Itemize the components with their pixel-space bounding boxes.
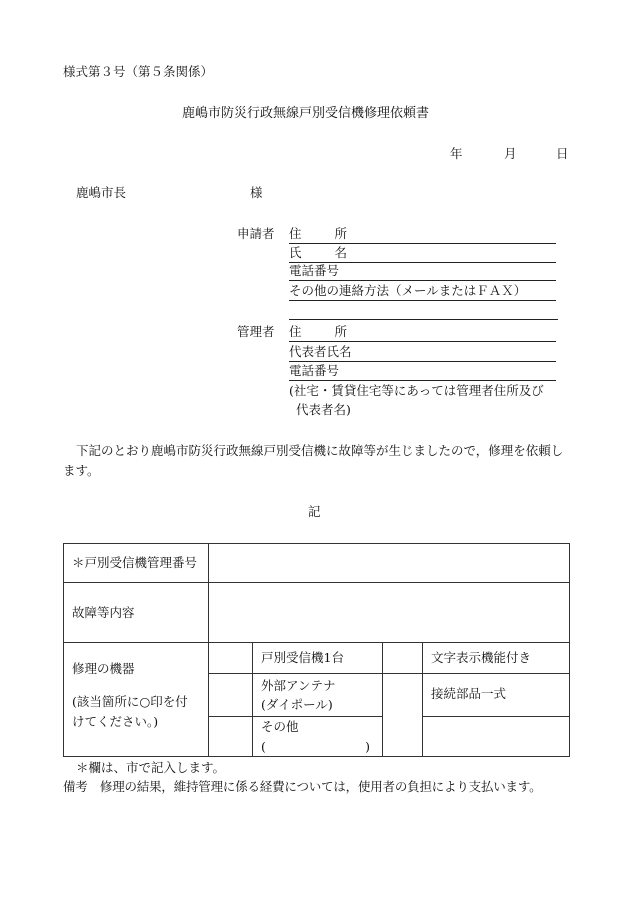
other-paren-close: ) [365,738,370,754]
manager-address-label-2: 所 [334,324,347,339]
repair-table [63,543,570,757]
date-month: 月 [504,146,517,161]
fault-content-label: 故障等内容 [64,583,209,643]
other-right-empty-cell [423,717,570,757]
other-blank[interactable] [261,737,374,756]
applicant-address-label-2: 所 [334,226,347,241]
applicant-heading: 申請者 [237,226,275,241]
antenna-label-line1: 外部アンテナ [261,677,336,693]
applicant-address-label-1: 住 [289,226,302,241]
ki-heading: 記 [308,504,321,519]
applicant-name-field[interactable] [289,247,556,263]
applicant-phone-label: 電話番号 [289,263,340,278]
addressee-name: 鹿嶋市長 [76,185,127,200]
text-display-label: 文字表示機能付き [423,643,570,674]
text-display-mark-cell[interactable] [383,643,423,674]
equipment-note: (該当箇所に○印を付けてください。) [72,694,188,729]
manager-note-line1: (社宅・賃貸住宅等にあっては管理者住所及び [289,383,544,398]
management-number-cell[interactable] [209,544,570,583]
other-paren-open: ( [261,738,266,754]
table-row [64,643,570,674]
antenna-mark-cell[interactable] [209,674,253,717]
other-label: その他 [261,719,299,735]
addressee-honorific: 様 [250,185,263,200]
table-row [64,583,570,643]
applicant-other-contact-field[interactable] [289,285,556,301]
page-title: 鹿嶋市防災行政無線戸別受信機修理依頼書 [182,106,430,121]
remark: 備考 修理の結果，維持管理に係る経費については，使用者の負担により支払います。 [63,779,542,794]
manager-heading: 管理者 [237,324,275,339]
applicant-name-label-1: 氏 [289,245,302,260]
manager-rep-name-field[interactable] [289,346,556,362]
parts-label: 接続部品一式 [423,674,570,717]
receiver-label: 戸別受信機1台 [253,643,383,674]
management-number-label: ＊戸別受信機管理番号 [64,544,209,583]
applicant-address-field[interactable] [289,228,556,244]
manager-phone-field[interactable] [289,365,556,381]
form-label: 様式第３号（第５条関係） [63,64,214,79]
table-row [64,544,570,583]
antenna-label-line2: (ダイポール) [261,697,333,712]
applicant-extra-line[interactable] [289,319,558,320]
manager-note-line2: 代表者名) [296,402,351,417]
other-label-cell [253,717,383,757]
equipment-label-cell [64,643,209,757]
other-mark-cell[interactable] [209,717,253,757]
date-day: 日 [556,146,569,161]
antenna-label-cell [253,674,383,717]
receiver-mark-cell[interactable] [209,643,253,674]
applicant-other-contact-label: その他の連絡方法（メールまたはＦＡＸ） [289,283,527,298]
manager-phone-label: 電話番号 [289,363,340,378]
applicant-name-label-2: 名 [334,245,347,260]
parts-mark-cell[interactable] [383,674,423,757]
manager-address-field[interactable] [289,326,556,342]
manager-address-label-1: 住 [289,324,302,339]
applicant-phone-field[interactable] [289,265,556,281]
footnote: ＊欄は、市で記入します。 [76,760,226,775]
manager-rep-name-label: 代表者氏名 [289,344,352,359]
date-year: 年 [450,146,463,161]
fault-content-cell[interactable] [209,583,570,643]
request-body-text: 下記のとおり鹿嶋市防災行政無線戸別受信機に故障等が生じましたので，修理を依頼します。 [63,443,564,478]
equipment-label: 修理の機器 [72,661,135,676]
